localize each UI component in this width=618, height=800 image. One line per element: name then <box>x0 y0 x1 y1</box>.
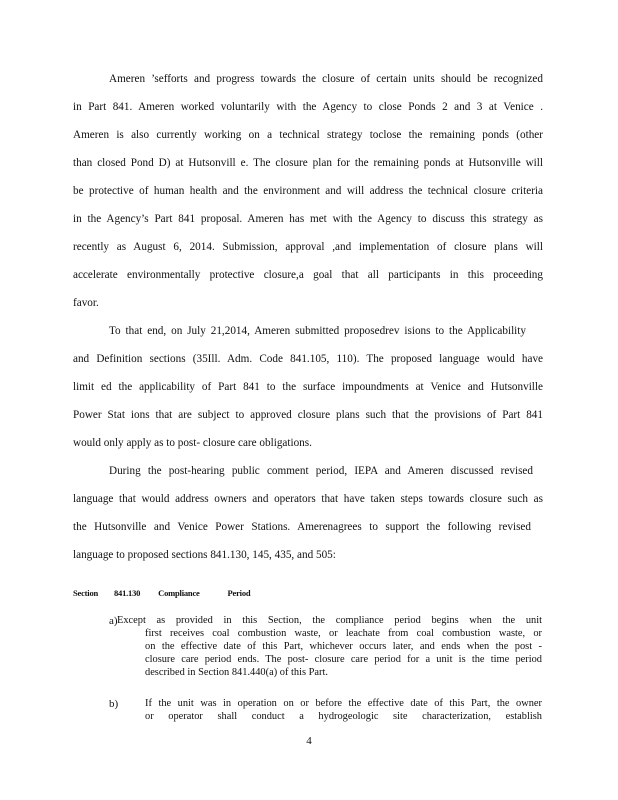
text-line: During the post-hearing public comment period, IEPA and Ameren discussed revised <box>109 465 533 477</box>
text-line: language that would address owners and operators that have taken steps towards closure such as <box>73 493 543 505</box>
text-line: Except as provided in this Section, the compliance period begins when the unit <box>117 615 542 626</box>
text-line: described in Section 841.440(a) of this Part. <box>145 667 328 678</box>
text-line: on the effective date of this Part, whichever occurs later, and ends when the post - <box>145 641 542 652</box>
text-line: limit ed the applicability of Part 841 to the surface impoundments at Venice and Hutsonville <box>73 381 543 393</box>
text-line: language to proposed sections 841.130, 145, 435, and 505: <box>73 549 336 561</box>
subsection-label: b) <box>109 698 119 710</box>
section-word: Section <box>73 588 99 598</box>
text-line: closure care period ends. The post- closure care period for a unit is the time period <box>145 654 542 665</box>
section-number: 841.130 <box>113 588 141 598</box>
text-line: To that end, on July 21,2014, Ameren submitted proposedrev isions to the Applicability <box>109 325 526 337</box>
text-line: than closed Pond D) at Hutsonvill e. The closure plan for the remaining ponds at Hutsonville will <box>73 157 543 169</box>
subsection-label: a) <box>109 615 118 627</box>
text-line: If the unit was in operation on or before the effective date of this Part, the owner <box>145 698 542 709</box>
text-line: the Hutsonville and Venice Power Stations. Amerenagrees to support the following revised <box>73 521 531 533</box>
text-line: Power Stat ions that are subject to approved closure plans such that the provisions of Part 841 <box>73 409 543 421</box>
text-line: first receives coal combustion waste, or leachate from coal combustion waste, or <box>145 628 542 639</box>
section-heading <box>73 588 250 598</box>
text-line: or operator shall conduct a hydrogeologic site characterization, establish <box>145 711 542 722</box>
text-line: be protective of human health and the environment and will address the technical closure criteria <box>73 185 543 197</box>
text-line: Ameren ’sefforts and progress towards the closure of certain units should be recognized <box>109 73 543 85</box>
text-line: accelerate environmentally protective closure,a goal that all participants in this proceeding <box>73 269 543 281</box>
text-line: recently as August 6, 2014. Submission, approval ,and implementation of closure plans will <box>73 241 543 253</box>
section-title-word-2: Period <box>227 588 251 598</box>
section-title-word-1: Compliance <box>158 588 200 598</box>
text-line: Ameren is also currently working on a technical strategy toclose the remaining ponds (other <box>73 129 543 141</box>
text-line: in Part 841. Ameren worked voluntarily with the Agency to close Ponds 2 and 3 at Venice . <box>73 101 543 113</box>
text-line: and Definition sections (35Ill. Adm. Code 841.105, 110). The proposed language would have <box>73 353 543 365</box>
text-line: would only apply as to post- closure care obligations. <box>73 437 312 449</box>
page-number: 4 <box>306 735 312 747</box>
text-line: favor. <box>73 297 99 309</box>
text-line: in the Agency’s Part 841 proposal. Ameren has met with the Agency to discuss this strategy as <box>73 213 543 225</box>
